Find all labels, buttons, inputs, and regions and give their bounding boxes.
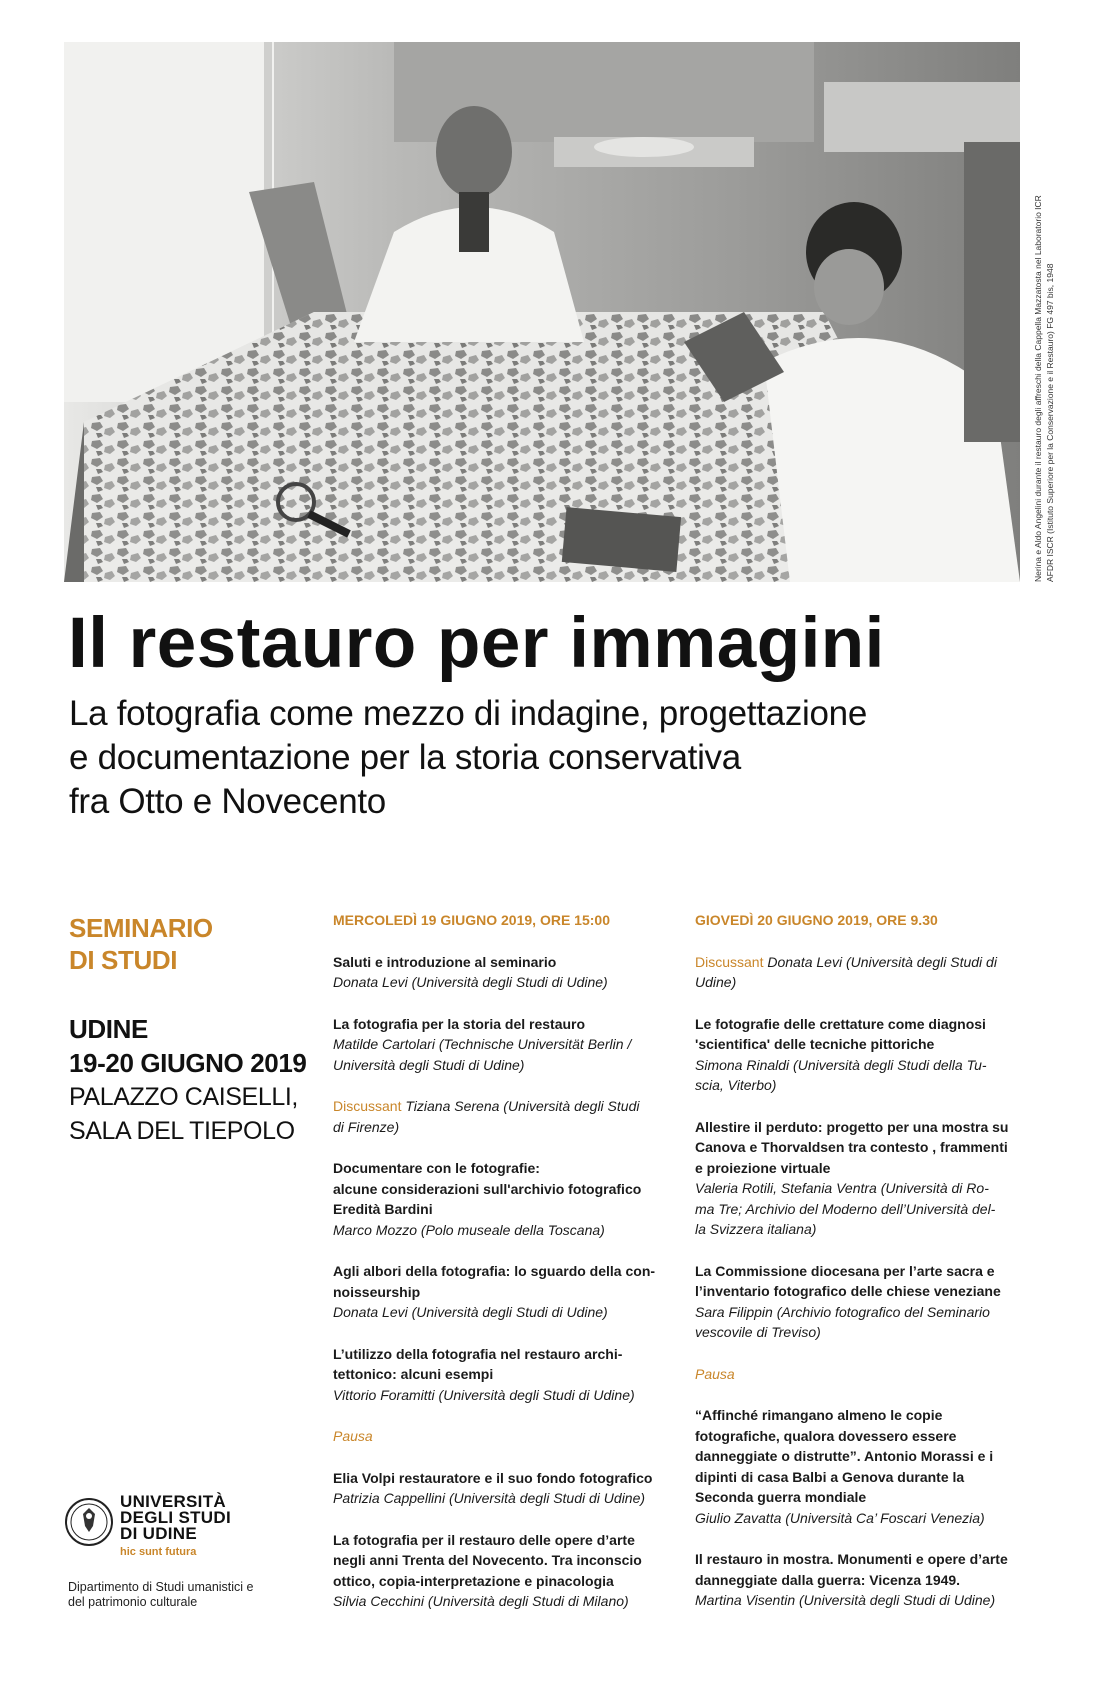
programme-entry [333, 1014, 673, 1076]
discussant-label: Discussant [695, 953, 764, 970]
subtitle-line: fra Otto e Novecento [69, 782, 386, 821]
speaker: Udine) [695, 974, 737, 990]
speaker: ma Tre; Archivio del Moderno dell’Università del- [695, 1200, 996, 1217]
venue-date: 19-20 GIUGNO 2019 [69, 1048, 307, 1078]
talk-title: L’utilizzo della fotografia nel restauro archi- [333, 1345, 623, 1362]
speaker: Donata Levi (Università degli Studi di Udine) [333, 974, 608, 990]
day-heading: GIOVEDÌ 20 GIUGNO 2019, ORE 9.30 [695, 912, 938, 928]
programme-entry [333, 1344, 673, 1406]
talk-title: Elia Volpi restauratore e il suo fondo fotografico [333, 1469, 653, 1486]
programme-entry [695, 1117, 1040, 1240]
programme-entry [333, 1158, 673, 1240]
subtitle-line: e documentazione per la storia conservativa [69, 738, 741, 777]
talk-title: Seconda guerra mondiale [695, 1489, 867, 1505]
speaker: Valeria Rotili, Stefania Ventra (Università di Ro- [695, 1180, 989, 1196]
talk-title: Eredità Bardini [333, 1201, 433, 1217]
university-seal-icon [64, 1494, 114, 1550]
speaker: Matilde Cartolari (Technische Universität Berlin / [333, 1036, 632, 1052]
department-line: del patrimonio culturale [68, 1595, 198, 1609]
university-name-line: DI UDINE [120, 1524, 198, 1543]
page-title: Il restauro per immagini [68, 604, 885, 683]
speaker: Martina Visentin (Università degli Studi di Udine) [695, 1592, 996, 1608]
speaker: la Svizzera italiana) [695, 1221, 817, 1237]
discussant-entry [695, 952, 1040, 993]
talk-title: ottico, copia-interpretazione e pinacologia [333, 1572, 614, 1589]
programme-day-2 [695, 910, 1040, 1632]
programme-entry [695, 1405, 1040, 1528]
talk-title: 'scientifica' delle tecniche pittoriche [695, 1036, 935, 1052]
talk-title: Allestire il perduto: progetto per una mostra su [695, 1118, 1009, 1135]
seminar-line: DI STUDI [69, 945, 178, 975]
speaker: Università degli Studi di Udine) [333, 1056, 525, 1073]
talk-title: Le fotografie delle crettature come diagnosi [695, 1015, 986, 1032]
speaker: Simona Rinaldi (Università degli Studi della Tu- [695, 1056, 987, 1073]
programme-entry [333, 1261, 673, 1323]
speaker: Tiziana Serena (Università degli Studi [405, 1098, 640, 1114]
speaker: scia, Viterbo) [695, 1077, 777, 1093]
programme-entry [333, 1468, 673, 1509]
speaker: di Firenze) [333, 1118, 400, 1135]
photo-credit: Nerina e Aldo Angelini durante il restauro degli affreschi della Cappella Mazzatosta nel Laboratorio ICR AFDR ISCR (Istituto Superiore per la Conservazione e il Restauro) FG 497 bis, 1948 [1033, 195, 1055, 582]
programme-entry [333, 1530, 673, 1612]
speaker: Silvia Cecchini (Università degli Studi di Milano) [333, 1593, 629, 1609]
speaker: vescovile di Treviso) [695, 1324, 821, 1340]
talk-title: La Commissione diocesana per l’arte sacra e [695, 1262, 995, 1279]
talk-title: La fotografia per il restauro delle opere d’arte [333, 1531, 635, 1548]
talk-title: Saluti e introduzione al seminario [333, 953, 557, 970]
page-subtitle [69, 692, 1029, 824]
talk-title: dipinti di casa Balbi a Genova durante la [695, 1468, 965, 1485]
talk-title: danneggiate dalla guerra: Vicenza 1949. [695, 1571, 961, 1588]
seminar-label [69, 912, 213, 976]
speaker: Giulio Zavatta (Università Ca’ Foscari Venezia) [695, 1509, 985, 1526]
hero-photo [64, 42, 1020, 582]
discussant-entry [333, 1096, 673, 1137]
day-heading: MERCOLEDÌ 19 GIUGNO 2019, ORE 15:00 [333, 912, 610, 928]
department-line: Dipartimento di Studi umanistici e [68, 1580, 254, 1594]
subtitle-line: La fotografia come mezzo di indagine, progettazione [69, 694, 867, 733]
seminar-line: SEMINARIO [69, 913, 213, 943]
university-name-line: DEGLI STUDI [120, 1508, 231, 1527]
talk-title: alcune considerazioni sull'archivio fotografico [333, 1180, 642, 1197]
pause-label: Pausa [333, 1428, 373, 1444]
university-motto: hic sunt futura [120, 1546, 197, 1558]
department-name [68, 1580, 254, 1610]
talk-title: La fotografia per la storia del restauro [333, 1015, 586, 1032]
programme-entry [695, 1261, 1040, 1343]
programme-entry [695, 1549, 1040, 1611]
talk-title: noisseurship [333, 1283, 421, 1300]
speaker: Sara Filippin (Archivio fotografico del Seminario [695, 1303, 990, 1320]
venue-city-date [69, 1012, 306, 1080]
programme-entry [333, 952, 673, 993]
programme-entry [695, 1014, 1040, 1096]
venue-place [69, 1080, 298, 1148]
venue-place-line: PALAZZO CAISELLI, [69, 1083, 298, 1111]
venue-city: UDINE [69, 1014, 148, 1044]
venue-place-line: SALA DEL TIEPOLO [69, 1117, 295, 1145]
talk-title: tettonico: alcuni esempi [333, 1366, 494, 1382]
talk-title: danneggiate o distrutte”. Antonio Morassi e i [695, 1448, 994, 1464]
talk-title: Agli albori della fotografia: lo sguardo della con- [333, 1263, 656, 1279]
programme-day-1 [333, 910, 673, 1633]
speaker: Patrizia Cappellini (Università degli Studi di Udine) [333, 1490, 646, 1506]
talk-title: Il restauro in mostra. Monumenti e opere d’arte [695, 1551, 1008, 1567]
speaker: Marco Mozzo (Polo museale della Toscana) [333, 1221, 605, 1238]
speaker: Donata Levi (Università degli Studi di [767, 953, 997, 970]
pause-label: Pausa [695, 1365, 735, 1382]
discussant-label: Discussant [333, 1098, 402, 1114]
talk-title: e proiezione virtuale [695, 1159, 831, 1176]
university-name-line: UNIVERSITÀ [120, 1492, 226, 1511]
speaker: Donata Levi (Università degli Studi di Udine) [333, 1304, 608, 1320]
talk-title: fotografiche, qualora dovessero essere [695, 1427, 957, 1444]
talk-title: Documentare con le fotografie: [333, 1160, 540, 1176]
university-name [120, 1494, 231, 1542]
speaker: Vittorio Foramitti (Università degli Studi di Udine) [333, 1386, 635, 1403]
talk-title: Canova e Thorvaldsen tra contesto , frammenti [695, 1139, 1008, 1155]
talk-title: “Affinché rimangano almeno le copie [695, 1407, 943, 1423]
talk-title: l’inventario fotografico delle chiese veneziane [695, 1283, 1001, 1299]
talk-title: negli anni Trenta del Novecento. Tra inconscio [333, 1552, 642, 1568]
